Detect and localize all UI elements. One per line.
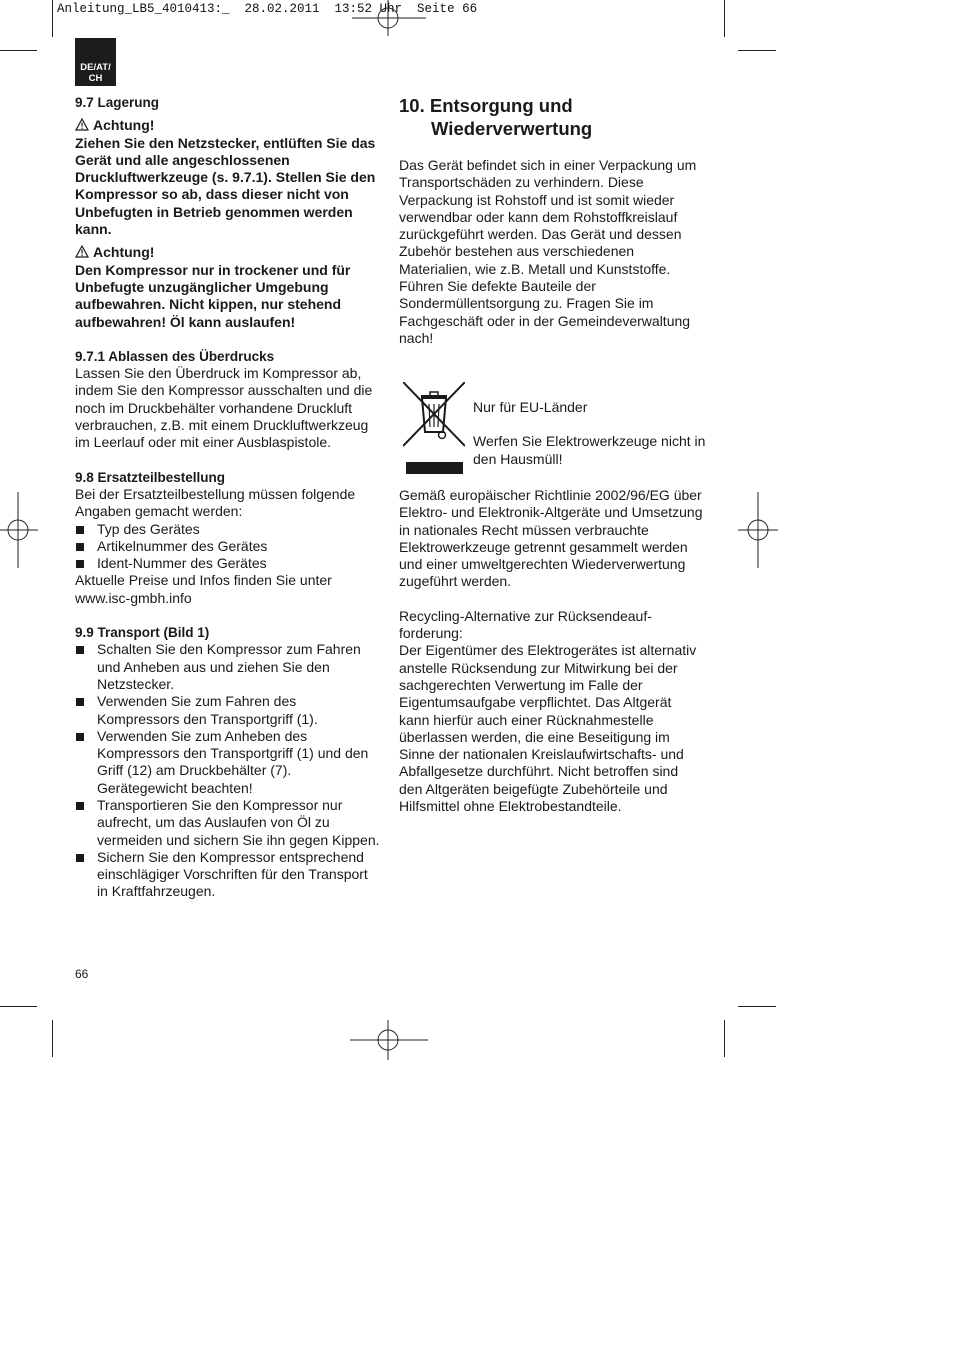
section-9-8-title: 9.8 Ersatzteilbestellung: [75, 469, 226, 485]
list-item: Artikelnummer des Gerätes: [75, 538, 380, 555]
list-item: Verwenden Sie zum Anheben des Kompressors den Transportgriff (1) und den Griff (12) am Druckbehälter (7). Gerätegewicht beachten!: [75, 728, 380, 797]
section-9-9-title: 9.9 Transport (Bild 1): [75, 625, 210, 641]
print-slug-header: Anleitung_LB5_4010413:_ 28.02.2011 13:52 Uhr Seite 66: [57, 2, 478, 16]
warning-1: [75, 117, 380, 134]
section-9-7-1-text: Lassen Sie den Überdruck im Kompressor ab, indem Sie den Kompressor ausschalten und die noch im Druckbehälter vorhandene Druckluft verbrauchen, z.B. mit einem Druckluftwerkzeug im Leerlauf oder mit einer Ausblaspistole.: [75, 365, 373, 451]
crossed-out-wheelie-bin-icon: [403, 382, 465, 476]
list-item: Typ des Gerätes: [75, 521, 380, 538]
warning-1-text: Ziehen Sie den Netzstecker, entlüften Sie das Gerät und alle angeschlossenen Druckluftwerkzeuge (s. 9.7.1). Stellen Sie den Kompressor so ab, dass dieser nicht von Unbefugten in Betrieb genommen werden kann.: [75, 134, 376, 238]
language-badge-text: DE/AT/ CH: [80, 62, 111, 84]
recycling-alternative-text: Der Eigentümer des Elektrogerätes ist alternativ anstelle Rücksendung zur Mitwirkung bei der sachgerechten Verwertung im Falle der Eigentumsaufgabe verpflichtet. Das Altgerät kann hierfür auch einer Rücknahmestelle überlassen werden, die eine Beseitigung im Sinne der nationalen Kreislaufwirtschafts- und Abfallgesetze durchführt. Nicht betroffen sind den Altgeräten beigefügte Zubehörteile und Hilfsmittel ohne Elektrobestandteile.: [399, 642, 697, 815]
left-column: [75, 94, 380, 901]
registration-mark-icon: [738, 492, 778, 568]
weee-eu-only: Nur für EU-Länder: [473, 399, 588, 415]
transport-list: [75, 641, 380, 900]
list-item: Transportieren Sie den Kompressor nur aufrecht, um das Auslaufen von Öl zu vermeiden und sichern Sie ihn gegen Kippen.: [75, 797, 380, 849]
section-10-title-line2: Wiederverwertung: [431, 118, 593, 139]
section-9-8-intro: Bei der Ersatzteilbestellung müssen folgende Angaben gemacht werden:: [75, 485, 356, 520]
recycling-alternative-title: Recycling-Alternative zur Rücksendeauf-forderung:: [399, 607, 652, 642]
list-item: Schalten Sie den Kompressor zum Fahren und Anheben aus und ziehen Sie den Netzstecker.: [75, 641, 380, 693]
section-9-7-1-title: 9.7.1 Ablassen des Überdrucks: [75, 348, 275, 364]
right-column-lower: [399, 487, 704, 815]
warning-1-label: Achtung!: [93, 117, 155, 134]
warning-2-text: Den Kompressor nur in trockener und für Unbefugte unzugänglicher Umgebung aufbewahren. Nicht kippen, nur stehend aufbewahren! Öl kann auslaufen!: [75, 261, 351, 330]
weee-household-warning: Werfen Sie Elektrowerkzeuge nicht in den Hausmüll!: [473, 433, 706, 467]
warning-2: [75, 244, 380, 261]
list-item: Sichern Sie den Kompressor entsprechend einschlägiger Vorschriften für den Transport in Kraftfahrzeugen.: [75, 849, 380, 901]
language-badge: [75, 38, 116, 86]
warning-2-label: Achtung!: [93, 244, 155, 261]
registration-mark-icon: [352, 0, 426, 36]
spare-parts-list: [75, 521, 380, 573]
warning-triangle-icon: [75, 118, 89, 131]
section-10-title: [399, 94, 592, 140]
section-10-title-line1: 10. Entsorgung und: [399, 95, 573, 116]
list-item: Ident-Nummer des Gerätes: [75, 555, 380, 572]
right-column: [399, 157, 704, 347]
registration-mark-icon: [350, 1020, 428, 1060]
registration-mark-icon: [0, 492, 38, 568]
directive-paragraph: Gemäß europäischer Richtlinie 2002/96/EG über Elektro- und Elektronik-Altgeräte und Umsetzung in nationales Recht müssen verbrauchte Elektrowerkzeuge getrennt gesammelt werden und einer umweltgerechten Wiederverwertung zugeführt werden.: [399, 487, 703, 590]
section-9-7-title: 9.7 Lagerung: [75, 95, 160, 110]
section-9-8-outro: Aktuelle Preise und Infos finden Sie unter www.isc-gmbh.info: [75, 572, 332, 606]
list-item: Verwenden Sie zum Fahren des Kompressors den Transportgriff (1).: [75, 693, 380, 728]
packaging-paragraph: Das Gerät befindet sich in einer Verpackung um Transportschäden zu verhindern. Diese Verpackung ist Rohstoff und ist somit wieder verwendbar oder kann dem Rohstoffkreislauf zurückgeführt werden. Das Gerät und dessen Zubehör bestehen aus verschiedenen Materialien, wie z.B. Metall und Kunststoffe. Führen Sie defekte Bauteile der Sondermüllentsorgung zu. Fragen Sie im Fachgeschäft oder in der Gemeindeverwaltung nach!: [399, 157, 697, 346]
warning-triangle-icon: [75, 245, 89, 258]
page-number: 66: [75, 967, 89, 981]
weee-notice: [473, 399, 708, 468]
